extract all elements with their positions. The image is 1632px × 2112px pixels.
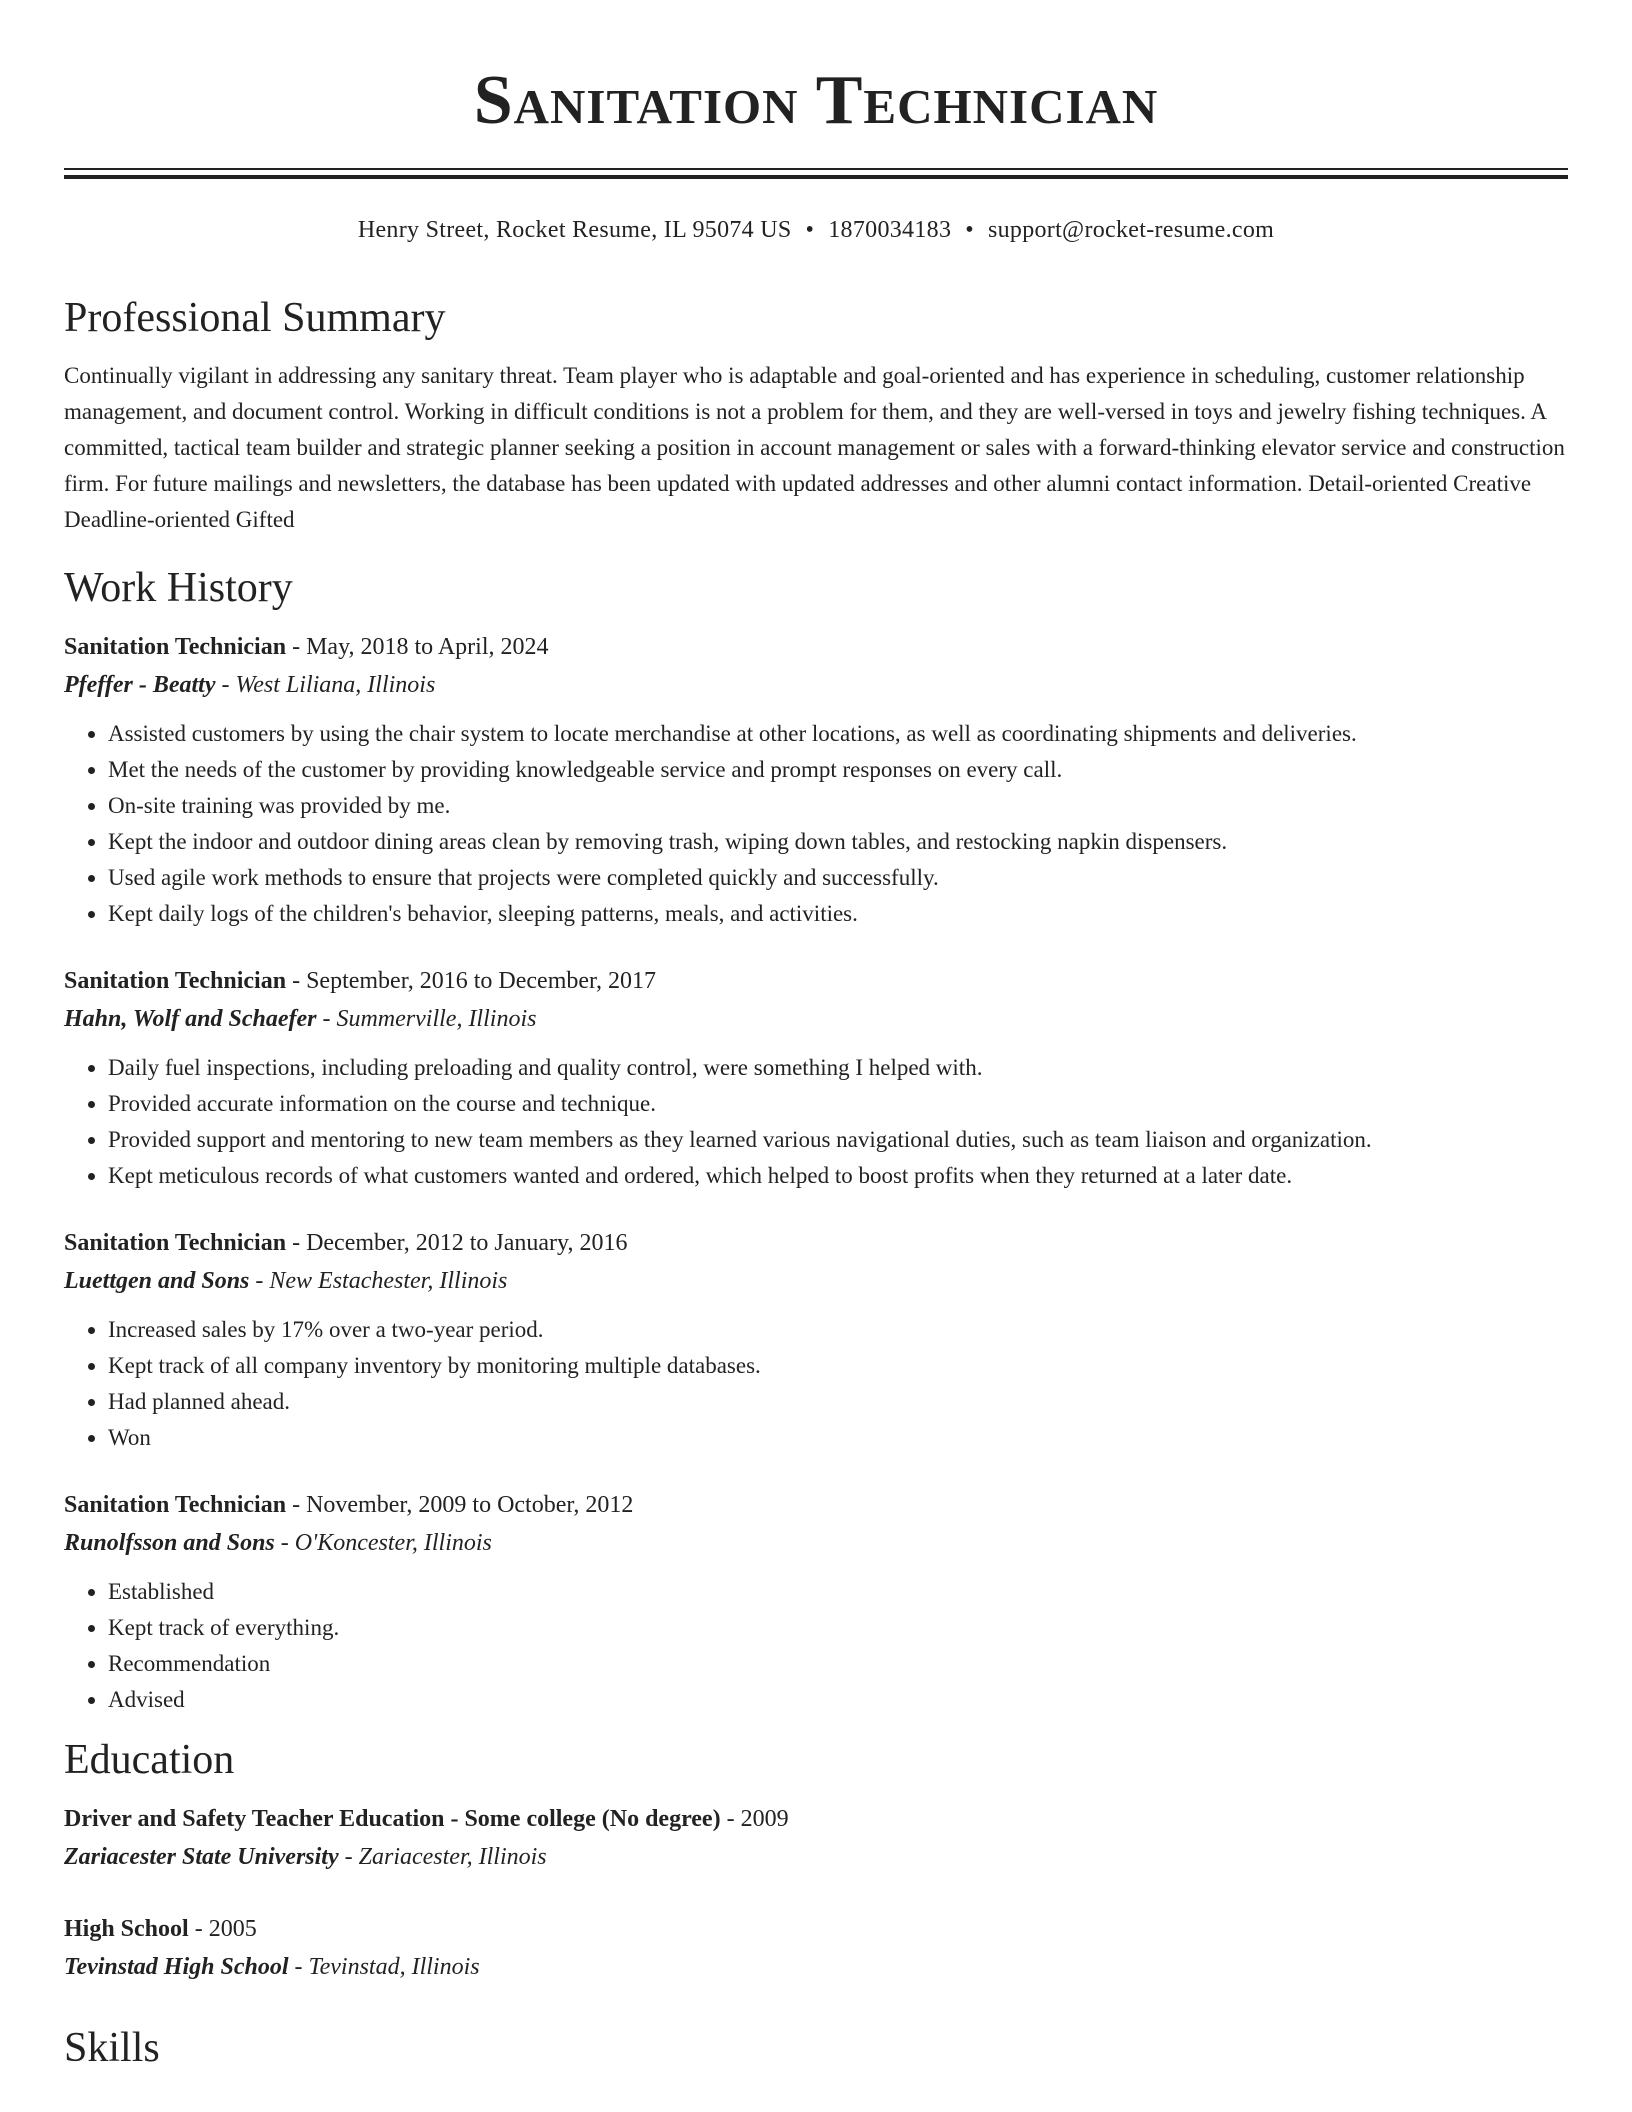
job-title: Sanitation Technician xyxy=(64,1492,287,1518)
job-company: Runolfsson and Sons xyxy=(64,1530,275,1556)
job-location: - New Estachester, Illinois xyxy=(249,1268,508,1294)
job-company: Luettgen and Sons xyxy=(64,1268,250,1294)
header-rule-thin xyxy=(64,168,1568,170)
education-location: - Zariacester, Illinois xyxy=(338,1844,547,1870)
job-dates: - November, 2009 to October, 2012 xyxy=(286,1492,634,1518)
skills-section xyxy=(64,2020,1568,2076)
contact-line xyxy=(64,214,1568,246)
job-bullet: • Provided support and mentoring to new team members as they learned various navigational duties, such as team liaison and organization. xyxy=(108,1122,1568,1158)
job-bullet: • Kept track of everything. xyxy=(108,1610,1568,1646)
education-entry xyxy=(64,1910,1568,1986)
education-location: - Tevinstad, Illinois xyxy=(288,1954,480,1980)
job-entry xyxy=(64,1224,1568,1456)
job-title: Sanitation Technician xyxy=(64,1230,287,1256)
education-school: Tevinstad High School xyxy=(64,1954,289,1980)
job-bullet: • Kept the indoor and outdoor dining areas clean by removing trash, wiping down tables, and restocking napkin dispensers. xyxy=(108,824,1568,860)
education-section xyxy=(64,1732,1568,1986)
resume-title: Sanitation Technician xyxy=(473,62,1159,139)
job-bullet: • Increased sales by 17% over a two-year period. xyxy=(108,1312,1568,1348)
job-bullet: • Used agile work methods to ensure that projects were completed quickly and successfully. xyxy=(108,860,1568,896)
summary-heading: Professional Summary xyxy=(64,295,446,341)
job-bullet: • Met the needs of the customer by providing knowledgeable service and prompt responses on every call. xyxy=(108,752,1568,788)
job-bullet: • Won xyxy=(108,1420,1568,1456)
contact-phone: 1870034183 xyxy=(828,217,952,243)
job-location: - Summerville, Illinois xyxy=(316,1006,537,1032)
job-entry xyxy=(64,1486,1568,1718)
education-entry xyxy=(64,1800,1568,1876)
job-bullet: • Daily fuel inspections, including preloading and quality control, were something I helped with. xyxy=(108,1050,1568,1086)
contact-email: support@rocket-resume.com xyxy=(987,217,1275,243)
job-bullets xyxy=(64,1050,1568,1194)
job-entry xyxy=(64,628,1568,932)
job-location: - O'Koncester, Illinois xyxy=(274,1530,492,1556)
education-degree: High School xyxy=(64,1916,189,1942)
contact-address: Henry Street, Rocket Resume, IL 95074 US xyxy=(357,217,792,243)
job-bullet: • Kept daily logs of the children's behavior, sleeping patterns, meals, and activities. xyxy=(108,896,1568,932)
job-title: Sanitation Technician xyxy=(64,634,287,660)
job-bullet: • Had planned ahead. xyxy=(108,1384,1568,1420)
education-school: Zariacester State University xyxy=(64,1844,339,1870)
work-history-section xyxy=(64,560,1568,1718)
job-dates: - May, 2018 to April, 2024 xyxy=(286,634,549,660)
contact-separator: • xyxy=(805,217,815,243)
job-bullet: • Provided accurate information on the course and technique. xyxy=(108,1086,1568,1122)
job-bullet: • Established xyxy=(108,1574,1568,1610)
job-bullets xyxy=(64,1574,1568,1718)
job-bullets xyxy=(64,716,1568,932)
job-bullet: • On-site training was provided by me. xyxy=(108,788,1568,824)
education-year: - 2009 xyxy=(720,1806,789,1832)
header-rule-thick xyxy=(64,175,1568,179)
summary-section xyxy=(64,290,1568,538)
job-entry xyxy=(64,962,1568,1194)
job-location: - West Liliana, Illinois xyxy=(215,672,436,698)
education-degree: Driver and Safety Teacher Education - Some college (No degree) xyxy=(64,1806,721,1832)
job-bullet: • Assisted customers by using the chair system to locate merchandise at other locations, as well as coordinating shipments and deliveries. xyxy=(108,716,1568,752)
education-year: - 2005 xyxy=(188,1916,257,1942)
job-title: Sanitation Technician xyxy=(64,968,287,994)
summary-text: Continually vigilant in addressing any sanitary threat. Team player who is adaptable and goal-oriented and has experience in scheduling, customer relationship management, and document control. Working in difficult conditions is not a problem for them, and they are well-versed in toys and jewelry fishing techniques. A committed, tactical team builder and strategic planner seeking a position in account management or sales with a forward-thinking elevator service and construction firm. For future mailings and newsletters, the database has been updated with updated addresses and other alumni contact information. Detail-oriented Creative Deadline-oriented Gifted xyxy=(64,363,1565,532)
contact-separator: • xyxy=(965,217,974,243)
work-history-heading: Work History xyxy=(64,565,293,611)
job-dates: - December, 2012 to January, 2016 xyxy=(286,1230,628,1256)
skills-heading: Skills xyxy=(64,2025,160,2071)
job-company: Pfeffer - Beatty xyxy=(64,672,216,698)
job-bullet: • Kept meticulous records of what customers wanted and ordered, which helped to boost profits when they returned at a later date. xyxy=(108,1158,1568,1194)
resume-content xyxy=(64,290,1568,2088)
job-bullet: • Kept track of all company inventory by monitoring multiple databases. xyxy=(108,1348,1568,1384)
job-company: Hahn, Wolf and Schaefer xyxy=(64,1006,317,1032)
resume-page xyxy=(64,0,1568,2071)
job-bullet: • Advised xyxy=(108,1682,1568,1718)
job-dates: - September, 2016 to December, 2017 xyxy=(286,968,657,994)
job-bullets xyxy=(64,1312,1568,1456)
education-heading: Education xyxy=(64,1737,235,1783)
job-bullet: • Recommendation xyxy=(108,1646,1568,1682)
